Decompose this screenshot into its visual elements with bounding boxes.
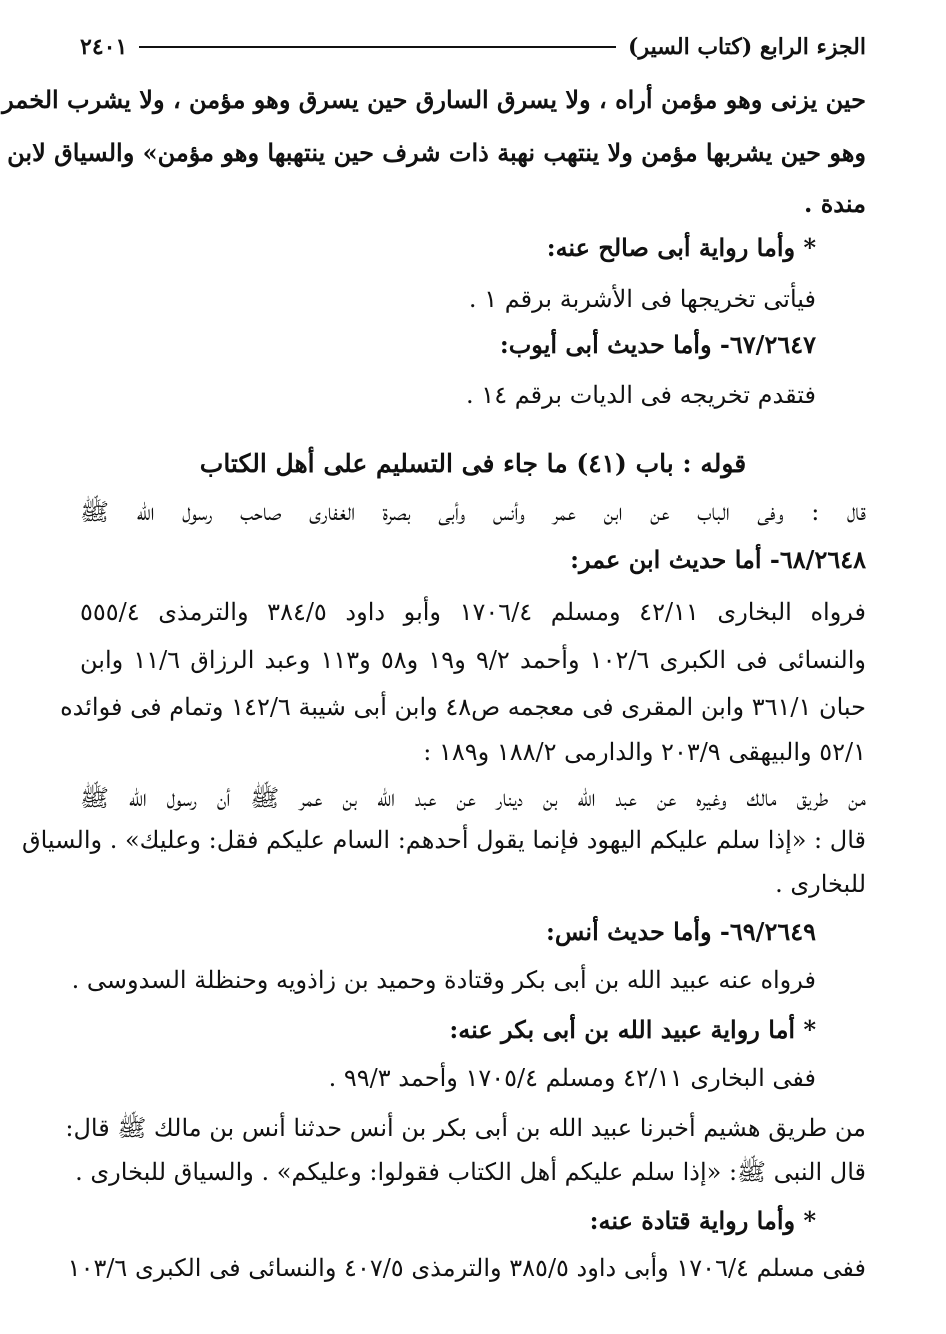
section-marker-line: * أما رواية عبيد الله بن أبى بكر عنه: [449, 1015, 816, 1044]
section-marker-line: * وأما رواية أبى صالح عنه: [546, 233, 816, 262]
text-line: فرواه البخارى ٤٢/١١ ومسلم ١٧٠٦/٤ وأبو داود ٣٨٤/٥ والترمذى ٥٥٥/٤ [80, 598, 866, 626]
text-line: قال : «إذا سلم عليكم اليهود فإنما يقول أحدهم: السام عليكم فقل: وعليك» . والسياق [21, 826, 866, 854]
text-line: فيأتى تخريجها فى الأشربة برقم ١ . [468, 285, 816, 313]
text-line: قال النبى ﷺ: «إذا سلم عليكم أهل الكتاب فقولوا: وعليكم» . والسياق للبخارى . [75, 1158, 866, 1186]
text-line: ففى البخارى ٤٢/١١ ومسلم ١٧٠٥/٤ وأحمد ٩٩/٣ . [328, 1064, 816, 1092]
hadith-number-line: ٦٩/٢٦٤٩- وأما حديث أنس: [545, 917, 816, 946]
header-title: الجزء الرابع (كتاب السير) [628, 34, 866, 60]
text-line: حين يزنى وهو مؤمن أراه ، ولا يسرق السارق حين يسرق وهو مؤمن ، ولا يشرب الخمر [2, 85, 866, 114]
section-marker-line: * وأما رواية قتادة عنه: [589, 1206, 816, 1235]
hadith-number-line: ٦٧/٢٦٤٧- وأما حديث أبى أيوب: [499, 330, 816, 359]
text-line: فتقدم تخريجه فى الديات برقم ١٤ . [466, 381, 816, 409]
text-line: فرواه عنه عبيد الله بن أبى بكر وقتادة وحميد بن زاذويه وحنظلة السدوسى . [71, 966, 816, 994]
text-line: قال : وفى الباب عن ابن عمر وأنس وأبى بصرة الغفارى صاحب رسول الله ﷺ [80, 498, 866, 526]
text-line: ٥٢/١ والبيهقى ٢٠٣/٩ والدارمى ١٨٨/٢ و١٨٩ : [423, 738, 866, 766]
page-number: ٢٤٠١ [80, 34, 128, 60]
text-line: وهو حين يشربها مؤمن ولا ينتهب نهبة ذات شرف حين ينتهبها وهو مؤمن» والسياق لابن [7, 138, 866, 167]
text-line: من طريق مالك وغيره عن عبد الله بن دينار عن عبد الله بن عمر ﷺ أن رسول الله ﷺ [80, 784, 866, 812]
text-line: حبان ٣٦١/١ وابن المقرى فى معجمه ص٤٨ وابن أبى شيبة ١٤٢/٦ وتمام فى فوائده [60, 693, 866, 721]
header-rule [139, 46, 616, 48]
hadith-number-line: ٦٨/٢٦٤٨- أما حديث ابن عمر: [570, 545, 866, 574]
text-line: للبخارى . [775, 870, 866, 898]
text-line: مندة . [804, 189, 866, 218]
text-line: من طريق هشيم أخبرنا عبيد الله بن أبى بكر بن أنس حدثنا أنس بن مالك ﷺ قال: [65, 1114, 866, 1142]
running-header [80, 30, 866, 64]
text-line: ففى مسلم ١٧٠٦/٤ وأبى داود ٣٨٥/٥ والترمذى ٤٠٧/٥ والنسائى فى الكبرى ١٠٣/٦ [67, 1254, 866, 1282]
text-line: والنسائى فى الكبرى ١٠٢/٦ وأحمد ٩/٢ و١٩ و٥٨ و١١٣ وعبد الرزاق ١١/٦ وابن [80, 646, 867, 674]
chapter-heading: قوله : باب (٤١) ما جاء فى التسليم على أهل الكتاب [199, 449, 747, 478]
